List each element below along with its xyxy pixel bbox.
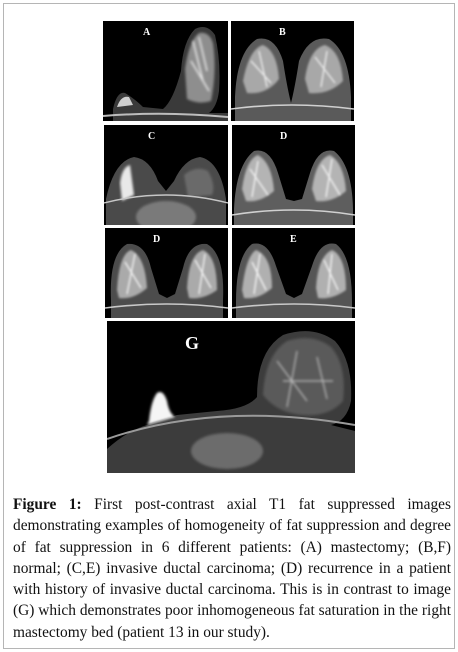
mri-panel-d-bottom <box>105 228 228 318</box>
panel-label-c: C <box>148 131 156 142</box>
panel-label-e: E <box>290 234 297 245</box>
panel-label-d-top: D <box>280 131 288 142</box>
panel-label-d-bottom: D <box>153 234 161 245</box>
mri-image-d-top <box>232 125 355 225</box>
mri-image-g <box>107 321 355 473</box>
mri-panel-e <box>232 228 355 318</box>
mri-panel-g <box>107 321 355 473</box>
caption-text: First post-contrast axial T1 fat suppressed images demonstrating examples of homogeneity of fat suppression and degree of fat suppression in 6 different patients: (A) mastectomy; (B,F) normal; (C,E) invasive ductal carcinoma; (D) recurrence in a patient with history of invasive ductal carcinoma. This is in contrast to image (G) which demonstrates poor inhomogeneous fat saturation in the right mastectomy bed (patient 13 in our study). <box>13 496 451 641</box>
mri-image-c <box>104 125 228 225</box>
panel-label-g: G <box>185 333 200 353</box>
mri-image-b <box>231 21 354 121</box>
mri-panel-b <box>231 21 354 121</box>
mri-panel-a <box>103 21 228 121</box>
figure-frame <box>3 3 455 649</box>
mri-panel-c <box>104 125 228 225</box>
panel-label-b: B <box>279 27 286 38</box>
panel-label-a: A <box>143 27 151 38</box>
figure-caption <box>13 494 451 643</box>
mri-image-a <box>103 21 228 121</box>
caption-label: Figure 1: <box>13 496 82 513</box>
mri-image-d-bottom <box>105 228 228 318</box>
mri-panel-d-top <box>232 125 355 225</box>
